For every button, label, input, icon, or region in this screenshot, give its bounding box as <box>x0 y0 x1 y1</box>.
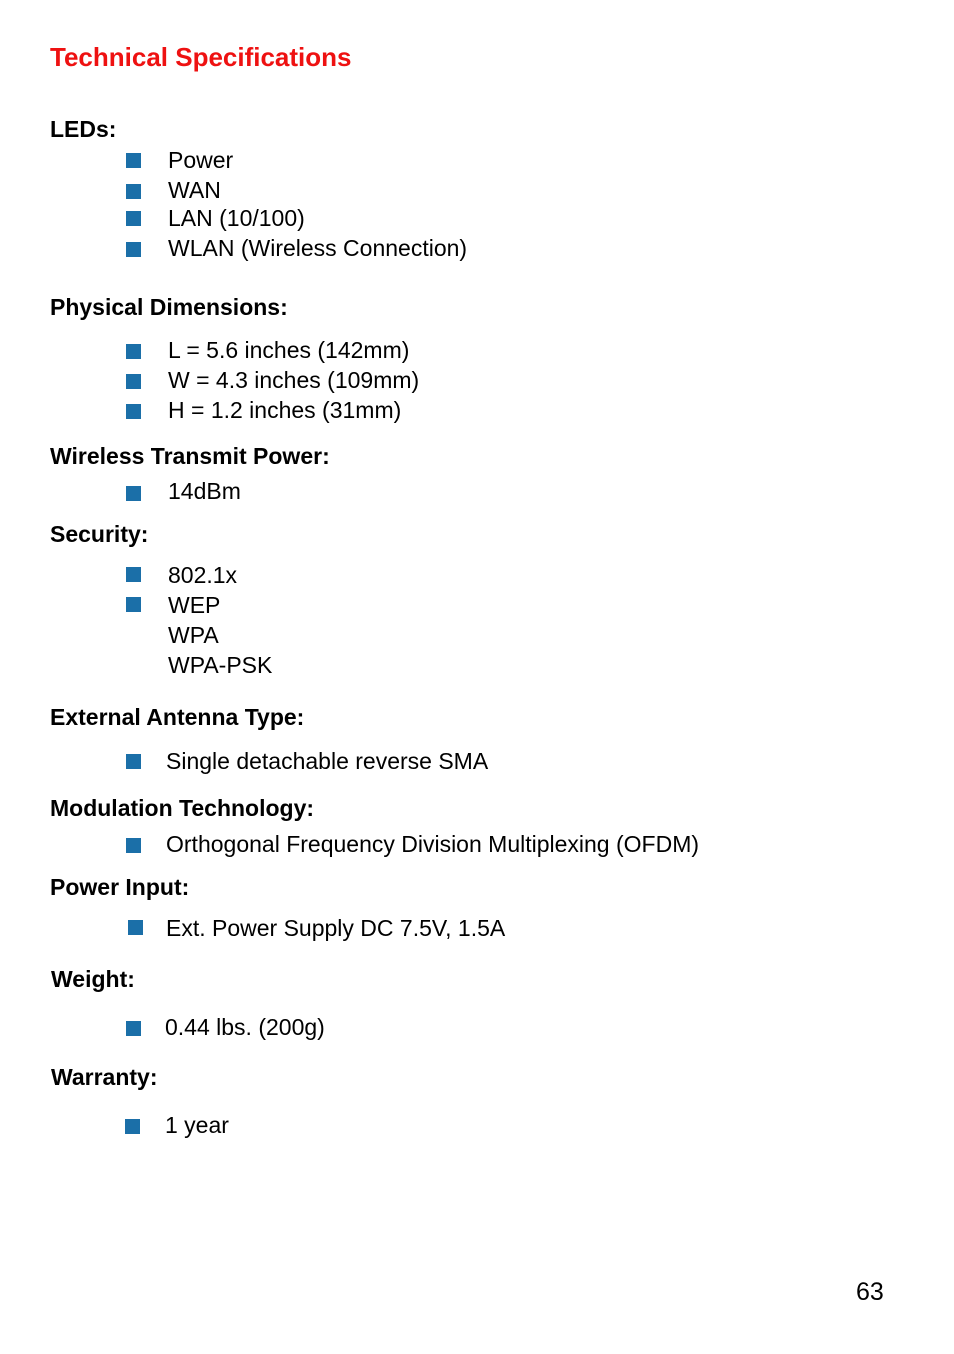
list-item: 0.44 lbs. (200g) <box>165 1014 325 1040</box>
bullet-icon <box>126 754 141 769</box>
section-heading-security: Security: <box>50 521 149 547</box>
list-item: LAN (10/100) <box>168 205 305 231</box>
list-item: 802.1x <box>168 562 238 588</box>
bullet-icon <box>126 153 141 168</box>
section-heading-modulation-technology: Modulation Technology: <box>50 795 315 821</box>
list-item: 1 year <box>165 1112 229 1138</box>
bullet-icon <box>126 567 141 582</box>
bullet-icon <box>126 404 141 419</box>
section-heading-warranty: Warranty: <box>51 1064 158 1090</box>
list-item: H = 1.2 inches (31mm) <box>168 397 402 423</box>
page-number: 63 <box>856 1278 884 1306</box>
bullet-icon <box>126 374 141 389</box>
bullet-icon <box>126 242 141 257</box>
list-item: L = 5.6 inches (142mm) <box>168 337 410 363</box>
bullet-icon <box>126 1021 141 1036</box>
bullet-icon <box>126 597 141 612</box>
section-heading-power-input: Power Input: <box>50 874 190 900</box>
list-item: Ext. Power Supply DC 7.5V, 1.5A <box>166 915 506 941</box>
section-heading-physical-dimensions: Physical Dimensions: <box>50 294 288 320</box>
bullet-icon <box>126 211 141 226</box>
list-item: W = 4.3 inches (109mm) <box>168 367 420 393</box>
list-item: Single detachable reverse SMA <box>166 748 489 774</box>
list-item: Orthogonal Frequency Division Multiplexing (OFDM) <box>166 831 700 857</box>
section-heading-external-antenna-type: External Antenna Type: <box>50 704 305 730</box>
bullet-icon <box>128 920 143 935</box>
list-item: WAN <box>168 177 221 203</box>
list-item: WEP <box>168 592 221 618</box>
bullet-icon <box>125 1119 140 1134</box>
page-title: Technical Specifications <box>50 42 352 72</box>
section-heading-wireless-transmit-power: Wireless Transmit Power: <box>50 443 330 469</box>
list-item: WPA <box>168 622 219 648</box>
section-heading-weight: Weight: <box>51 966 135 992</box>
list-item: WLAN (Wireless Connection) <box>168 235 468 261</box>
bullet-icon <box>126 184 141 199</box>
bullet-icon <box>126 838 141 853</box>
list-item: 14dBm <box>168 478 241 504</box>
list-item: WPA-PSK <box>168 652 273 678</box>
bullet-icon <box>126 486 141 501</box>
section-heading-leds: LEDs: <box>50 116 117 142</box>
list-item: Power <box>168 147 234 173</box>
bullet-icon <box>126 344 141 359</box>
